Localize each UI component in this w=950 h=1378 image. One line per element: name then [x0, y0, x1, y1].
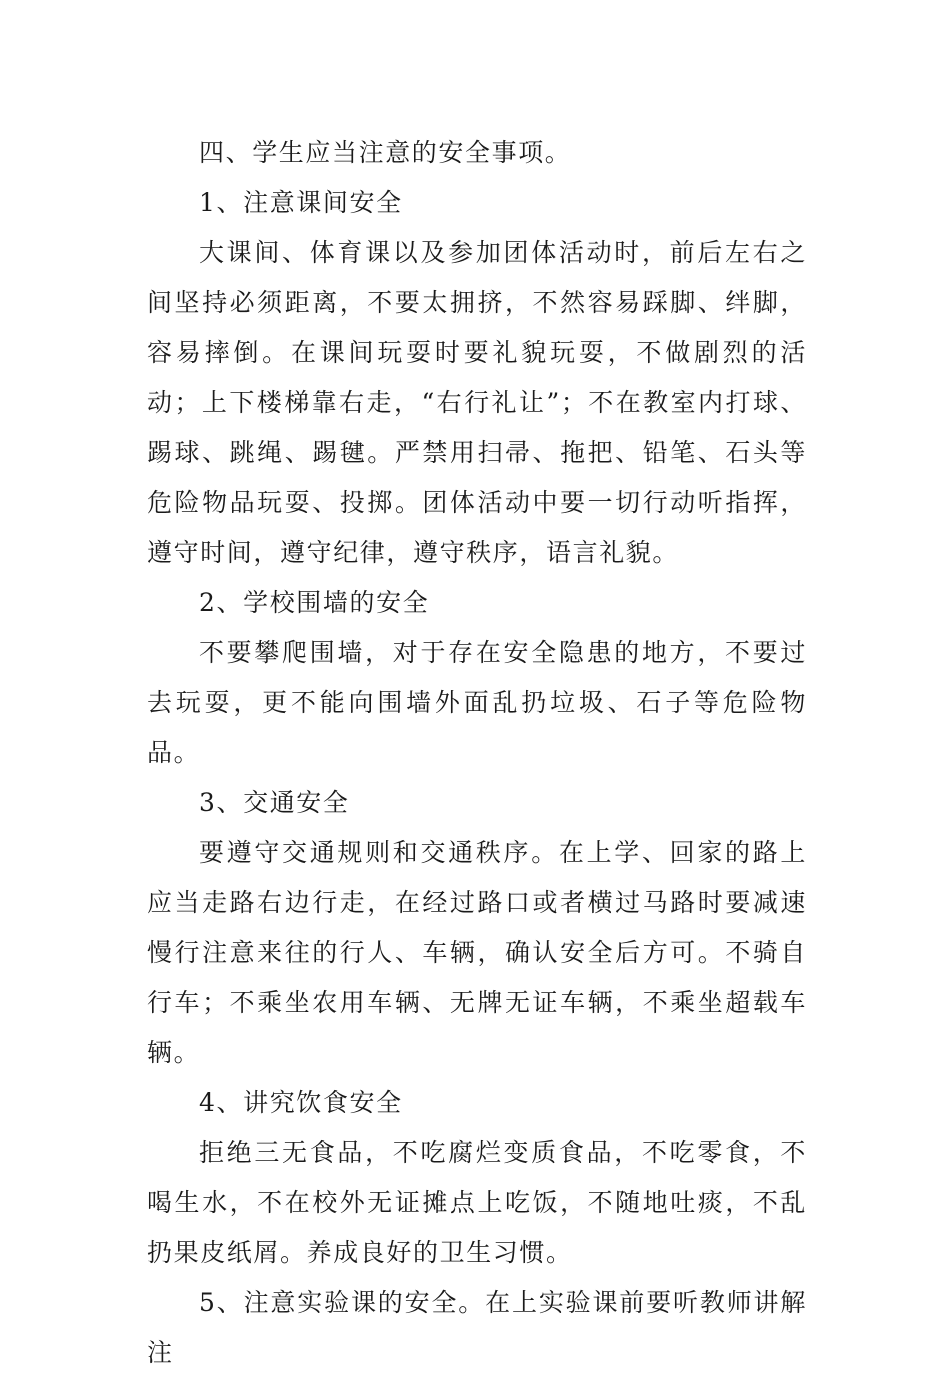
paragraph-traffic-safety: 要遵守交通规则和交通秩序。在上学、回家的路上应当走路右边行走，在经过路口或者横过马路时要减速慢行注意来往的行人、车辆，确认安全后方可。不骑自行车；不乘坐农用车辆、无牌无证车辆，不乘坐超载车辆。	[147, 838, 807, 1067]
paragraph-recess-safety: 大课间、体育课以及参加团体活动时，前后左右之间坚持必须距离，不要太拥挤，不然容易踩脚、绊脚，容易摔倒。在课间玩耍时要礼貌玩耍，不做剧烈的活动；上下楼梯靠右走，“右行礼让”；不在教室内打球、踢球、跳绳、踢毽。严禁用扫帚、拖把、铅笔、石头等危险物品玩耍、投掷。团体活动中要一切行动听指挥，遵守时间，遵守纪律，遵守秩序，语言礼貌。	[147, 238, 807, 567]
section-heading: 四、学生应当注意的安全事项。	[199, 138, 572, 167]
paragraph-wall-safety: 不要攀爬围墙，对于存在安全隐患的地方，不要过去玩耍，更不能向围墙外面乱扔垃圾、石子等危险物品。	[147, 638, 807, 767]
subsection-heading-traffic: 3、交通安全	[199, 788, 350, 817]
subsection-heading-wall: 2、学校围墙的安全	[199, 588, 430, 617]
paragraph-food-safety: 拒绝三无食品，不吃腐烂变质食品，不吃零食，不喝生水，不在校外无证摊点上吃饭，不随地吐痰，不乱扔果皮纸屑。养成良好的卫生习惯。	[147, 1138, 807, 1267]
document-body	[147, 128, 807, 1378]
paragraph-lab-safety: 5、注意实验课的安全。在上实验课前要听教师讲解注	[147, 1288, 807, 1367]
subsection-heading-recess: 1、注意课间安全	[199, 188, 403, 217]
subsection-heading-food: 4、讲究饮食安全	[199, 1088, 403, 1117]
